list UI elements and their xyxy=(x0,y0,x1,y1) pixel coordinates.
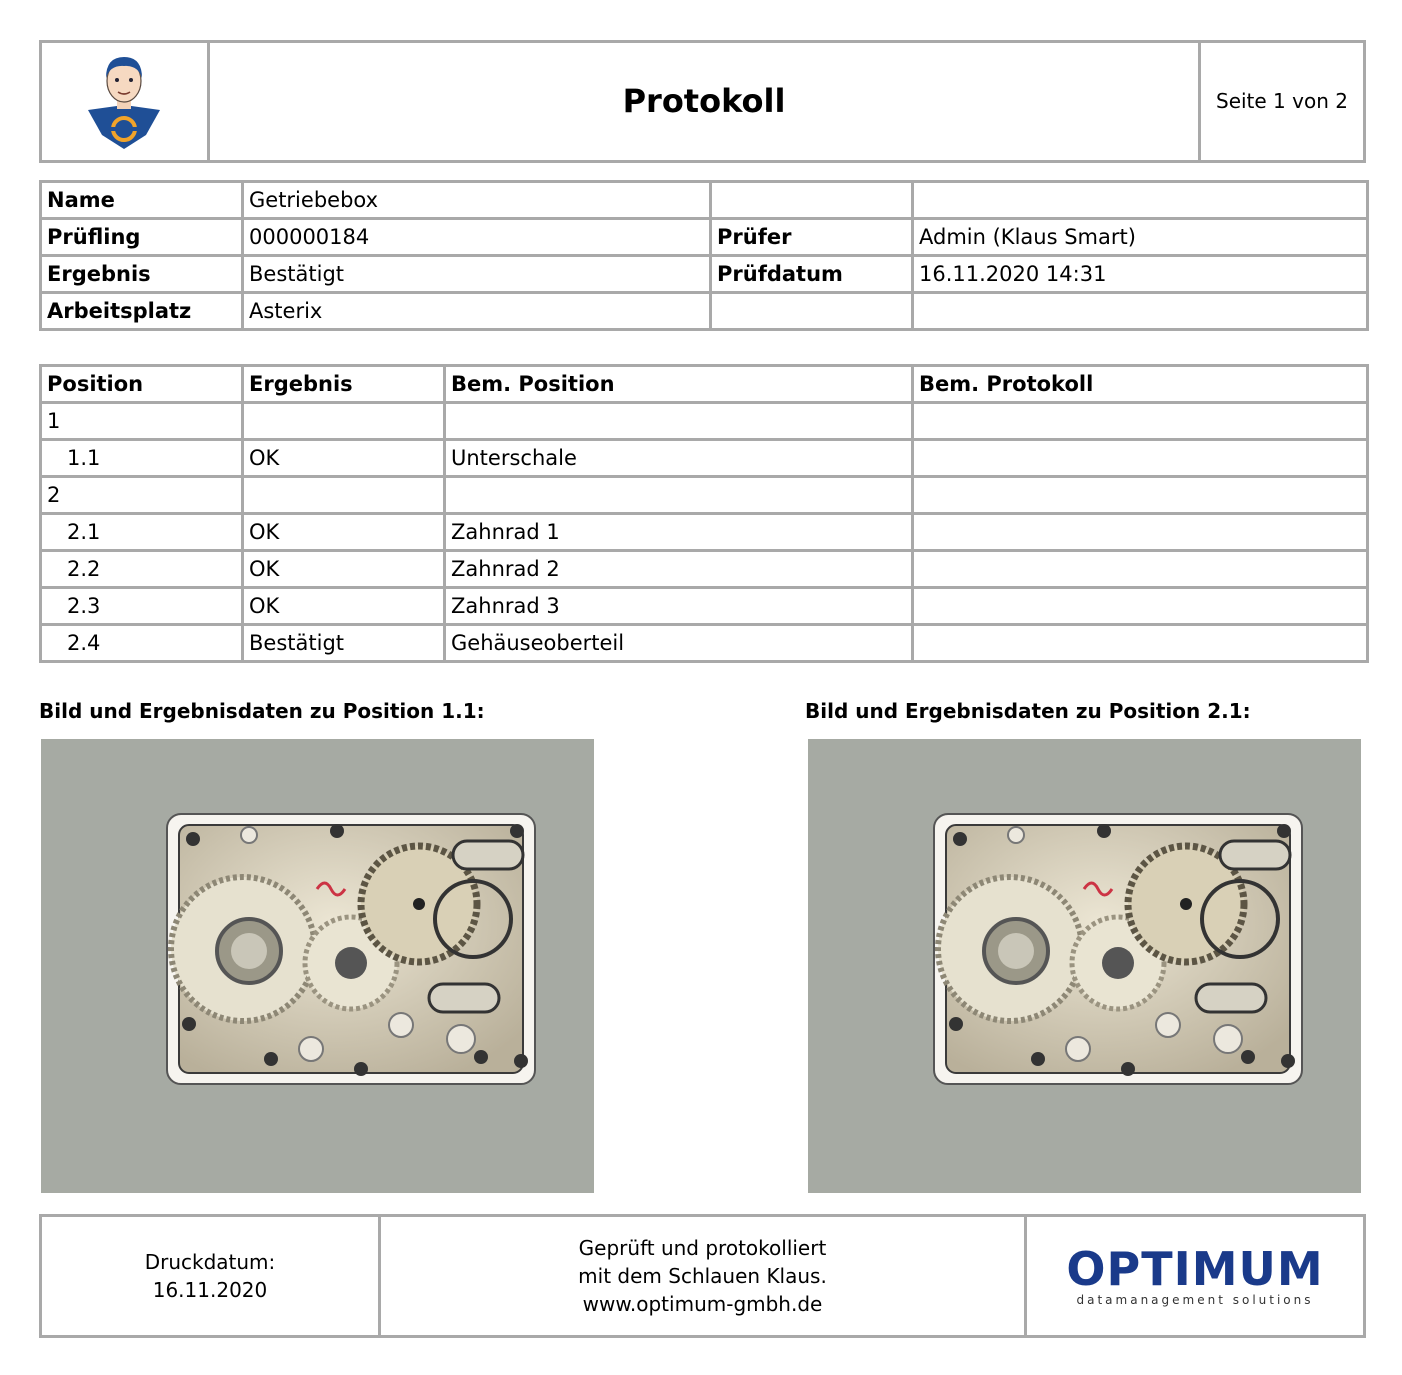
remark-position-cell xyxy=(445,477,913,514)
table-row xyxy=(41,477,1368,514)
info-label: Prüfdatum xyxy=(711,256,913,293)
print-date-value: 16.11.2020 xyxy=(152,1278,268,1302)
info-value: Admin (Klaus Smart) xyxy=(913,219,1368,256)
inspection-photo-left xyxy=(41,739,594,1193)
result-cell: OK xyxy=(243,588,445,625)
remark-position-cell: Zahnrad 2 xyxy=(445,551,913,588)
position-cell: 2 xyxy=(41,477,243,514)
company-logo-subtitle: datamanagement solutions xyxy=(1076,1293,1314,1307)
positions-table xyxy=(39,364,1369,663)
table-row xyxy=(41,182,1368,219)
table-row xyxy=(41,551,1368,588)
info-value: Bestätigt xyxy=(243,256,711,293)
table-row xyxy=(41,293,1368,330)
info-label: Name xyxy=(41,182,243,219)
header-box xyxy=(39,40,1366,163)
image-caption-right: Bild und Ergebnisdaten zu Position 2.1: xyxy=(805,699,1251,723)
result-cell: OK xyxy=(243,514,445,551)
remark-protocol-cell xyxy=(913,588,1368,625)
result-cell: OK xyxy=(243,551,445,588)
footer-text-cell xyxy=(381,1217,1027,1335)
info-label: Ergebnis xyxy=(41,256,243,293)
table-row xyxy=(41,256,1368,293)
company-logo xyxy=(1027,1217,1363,1335)
result-cell xyxy=(243,403,445,440)
print-date-label: Druckdatum: xyxy=(144,1250,276,1274)
remark-position-cell: Unterschale xyxy=(445,440,913,477)
column-header: Position xyxy=(41,366,243,403)
footer-line-2: mit dem Schlauen Klaus. xyxy=(578,1264,827,1288)
footer-box xyxy=(39,1214,1366,1338)
info-value xyxy=(913,182,1368,219)
position-cell: 2.2 xyxy=(41,551,243,588)
remark-protocol-cell xyxy=(913,514,1368,551)
info-label: Prüfer xyxy=(711,219,913,256)
table-row xyxy=(41,514,1368,551)
info-label: Prüfling xyxy=(41,219,243,256)
remark-protocol-cell xyxy=(913,477,1368,514)
table-header-row xyxy=(41,366,1368,403)
column-header: Bem. Protokoll xyxy=(913,366,1368,403)
footer-website-link[interactable]: www.optimum-gmbh.de xyxy=(582,1292,823,1316)
table-row xyxy=(41,219,1368,256)
result-cell: Bestätigt xyxy=(243,625,445,662)
position-cell: 2.3 xyxy=(41,588,243,625)
info-table xyxy=(39,180,1369,331)
info-value: Asterix xyxy=(243,293,711,330)
remark-protocol-cell xyxy=(913,551,1368,588)
inspection-photo-right xyxy=(808,739,1361,1193)
column-header: Ergebnis xyxy=(243,366,445,403)
footer-line-1: Geprüft und protokolliert xyxy=(578,1236,827,1260)
position-cell: 1.1 xyxy=(41,440,243,477)
info-value: Getriebebox xyxy=(243,182,711,219)
remark-protocol-cell xyxy=(913,625,1368,662)
result-cell xyxy=(243,477,445,514)
remark-protocol-cell xyxy=(913,403,1368,440)
table-row xyxy=(41,440,1368,477)
column-header: Bem. Position xyxy=(445,366,913,403)
remark-position-cell xyxy=(445,403,913,440)
info-label xyxy=(711,293,913,330)
table-row xyxy=(41,588,1368,625)
mascot-icon xyxy=(42,43,207,160)
position-cell: 1 xyxy=(41,403,243,440)
info-value xyxy=(913,293,1368,330)
remark-position-cell: Zahnrad 1 xyxy=(445,514,913,551)
company-logo-text: OPTIMUM xyxy=(1066,1242,1324,1296)
remark-position-cell: Gehäuseoberteil xyxy=(445,625,913,662)
table-row xyxy=(41,625,1368,662)
position-cell: 2.1 xyxy=(41,514,243,551)
page-title: Protokoll xyxy=(210,43,1201,160)
print-date-cell xyxy=(42,1217,381,1335)
table-row xyxy=(41,403,1368,440)
result-cell: OK xyxy=(243,440,445,477)
info-value: 16.11.2020 14:31 xyxy=(913,256,1368,293)
info-value: 000000184 xyxy=(243,219,711,256)
logo-cell xyxy=(42,43,210,160)
remark-position-cell: Zahnrad 3 xyxy=(445,588,913,625)
info-label xyxy=(711,182,913,219)
remark-protocol-cell xyxy=(913,440,1368,477)
image-caption-left: Bild und Ergebnisdaten zu Position 1.1: xyxy=(39,699,485,723)
page-info: Seite 1 von 2 xyxy=(1216,89,1348,113)
position-cell: 2.4 xyxy=(41,625,243,662)
info-label: Arbeitsplatz xyxy=(41,293,243,330)
